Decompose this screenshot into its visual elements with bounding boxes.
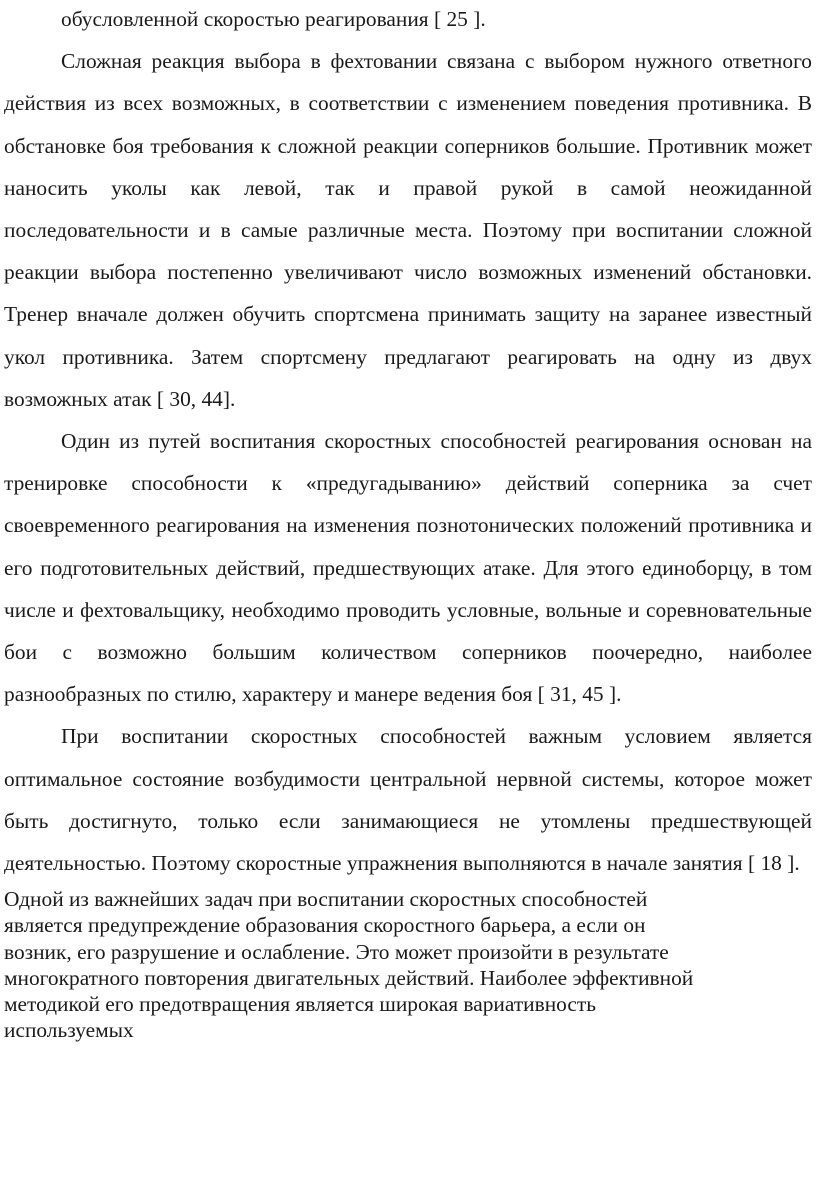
tail-line: Одной из важнейших задач при воспитании скоростных способностей <box>4 887 648 912</box>
paragraph-anticipation: Один из путей воспитания скоростных способностей реагирования основан на тренировке способности к «предугадыванию» действий соперника за счет своевременного реагирования на изменения познотонических положений противника и его подготовительных действий, предшествующих атаке. Для этого единоборцу, в том числе и фехтовальщику, необходимо проводить условные, вольные и соревновательные бои с возможно большим количеством соперников поочередно, наиболее разнообразных по стилю, характеру и манере ведения боя [ 31, 45 ]. <box>4 429 812 707</box>
paragraph-continuation: обусловленной скоростью реагирования [ 25 ]. <box>61 7 486 31</box>
tail-line: многократного повторения двигательных действий. Наиболее эффективной <box>4 965 694 990</box>
tail-line: используемых <box>4 1018 134 1043</box>
tail-line: возник, его разрушение и ослабление. Это может произойти в результате <box>4 939 669 964</box>
paragraph-cns-state: При воспитании скоростных способностей важным условием является оптимальное состояние возбудимости центральной нервной системы, которое может быть достигнуто, только если занимающиеся не утомлены предшествующей деятельностью. Поэтому скоростные упражнения выполняются в начале занятия [ 18 ]. <box>4 724 812 876</box>
tail-line: методикой его предотвращения является широкая вариативность <box>4 992 596 1017</box>
tail-line: является предупреждение образования скоростного барьера, а если он <box>4 913 646 938</box>
paragraph-speed-barrier <box>4 886 812 1043</box>
paragraph-choice-reaction: Сложная реакция выбора в фехтовании связана с выбором нужного ответного действия из всех возможных, в соответствии с изменением поведения противника. В обстановке боя требования к сложной реакции соперников большие. Противник может наносить уколы как левой, так и правой рукой в самой неожиданной последовательности и в самые различные места. Поэтому при воспитании сложной реакции выбора постепенно увеличивают число возможных изменений обстановки. Тренер вначале должен обучить спортсмена принимать защиту на заранее известный укол противника. Затем спортсмену предлагают реагировать на одну из двух возможных атак [ 30, 44]. <box>4 49 812 411</box>
